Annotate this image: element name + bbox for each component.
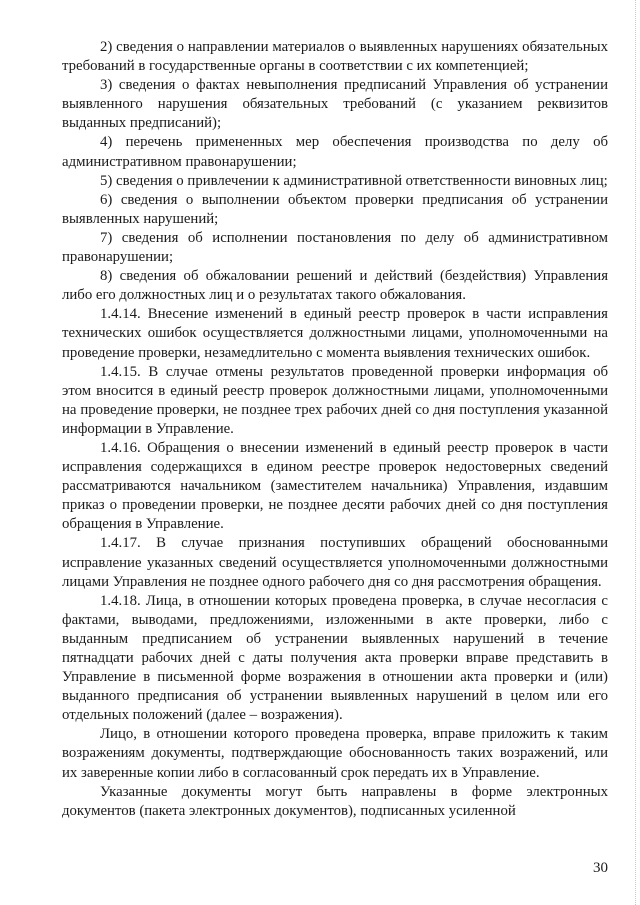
page-number: 30 (593, 860, 608, 876)
paragraph-item-5: 5) сведения о привлечении к административной ответственности виновных лиц; (100, 172, 608, 189)
paragraph-item-7: 7) сведения об исполнении постановления по делу об административном правонарушении; (62, 229, 608, 266)
paragraph-electronic-documents: Указанные документы могут быть направлены в форме электронных документов (пакета электронных документов), подписанных усиленной (62, 783, 608, 819)
document-body (62, 38, 608, 821)
paragraph-item-8: 8) сведения об обжаловании решений и действий (бездействия) Управления либо его должностных лиц и о результатах такого обжалования. (62, 268, 608, 304)
paragraph-objection-documents: Лицо, в отношении которого проведена проверка, вправе приложить к таким возражениям документы, подтверждающие обоснованность таких возражений, или их заверенные копии либо в согласованный срок передать их в Управление. (62, 726, 608, 781)
paragraph-item-2: 2) сведения о направлении материалов о выявленных нарушениях обязательных требований в государственные органы в соответствии с их компетенцией; (62, 39, 608, 75)
paragraph-1-4-18: 1.4.18. Лица, в отношении которых проведена проверка, в случае несогласия с фактами, выводами, предложениями, изложенными в акте проверки, либо с выданным предписанием об устранении выявленных нарушений в течение пятнадцати рабочих дней с даты получения акта проверки вправе представить в Управление в письменной форме возражения в отношении акта проверки и (или) выданного предписания об устранении выявленных нарушений в целом или его отдельных положений (далее – возражения). (62, 592, 608, 724)
paragraph-item-4: 4) перечень примененных мер обеспечения производства по делу об административном правонарушении; (62, 134, 608, 170)
paragraph-1-4-14: 1.4.14. Внесение изменений в единый реестр проверок в части исправления технических ошибок осуществляется должностными лицами, уполномоченными на проведение проверки, незамедлительно с момента выявления технических ошибок. (62, 306, 608, 361)
paragraph-1-4-17: 1.4.17. В случае признания поступивших обращений обоснованными исправление указанных сведений осуществляется уполномоченными должностными лицами Управления не позднее одного рабочего дня со дня рассмотрения обращения. (62, 535, 608, 590)
paragraph-1-4-15: 1.4.15. В случае отмены результатов проведенной проверки информация об этом вносится в единый реестр проверок должностными лицами, уполномоченными на проведение проверки, не позднее трех рабочих дней со дня поступления указанной информации в Управление. (62, 363, 608, 437)
paragraph-item-6: 6) сведения о выполнении объектом проверки предписания об устранении выявленных нарушений; (62, 191, 608, 227)
scan-edge-line (634, 0, 636, 905)
paragraph-item-3: 3) сведения о фактах невыполнения предписаний Управления об устранении выявленного нарушения обязательных требований (с указанием реквизитов выданных предписаний); (62, 77, 608, 132)
paragraph-1-4-16: 1.4.16. Обращения о внесении изменений в единый реестр проверок в части исправления содержащихся в едином реестре проверок недостоверных сведений рассматриваются начальником (заместителем начальника) Управления, издавшим приказ о проведении проверки, не позднее десяти рабочих дней со дня поступления обращения в Управление. (62, 439, 608, 533)
